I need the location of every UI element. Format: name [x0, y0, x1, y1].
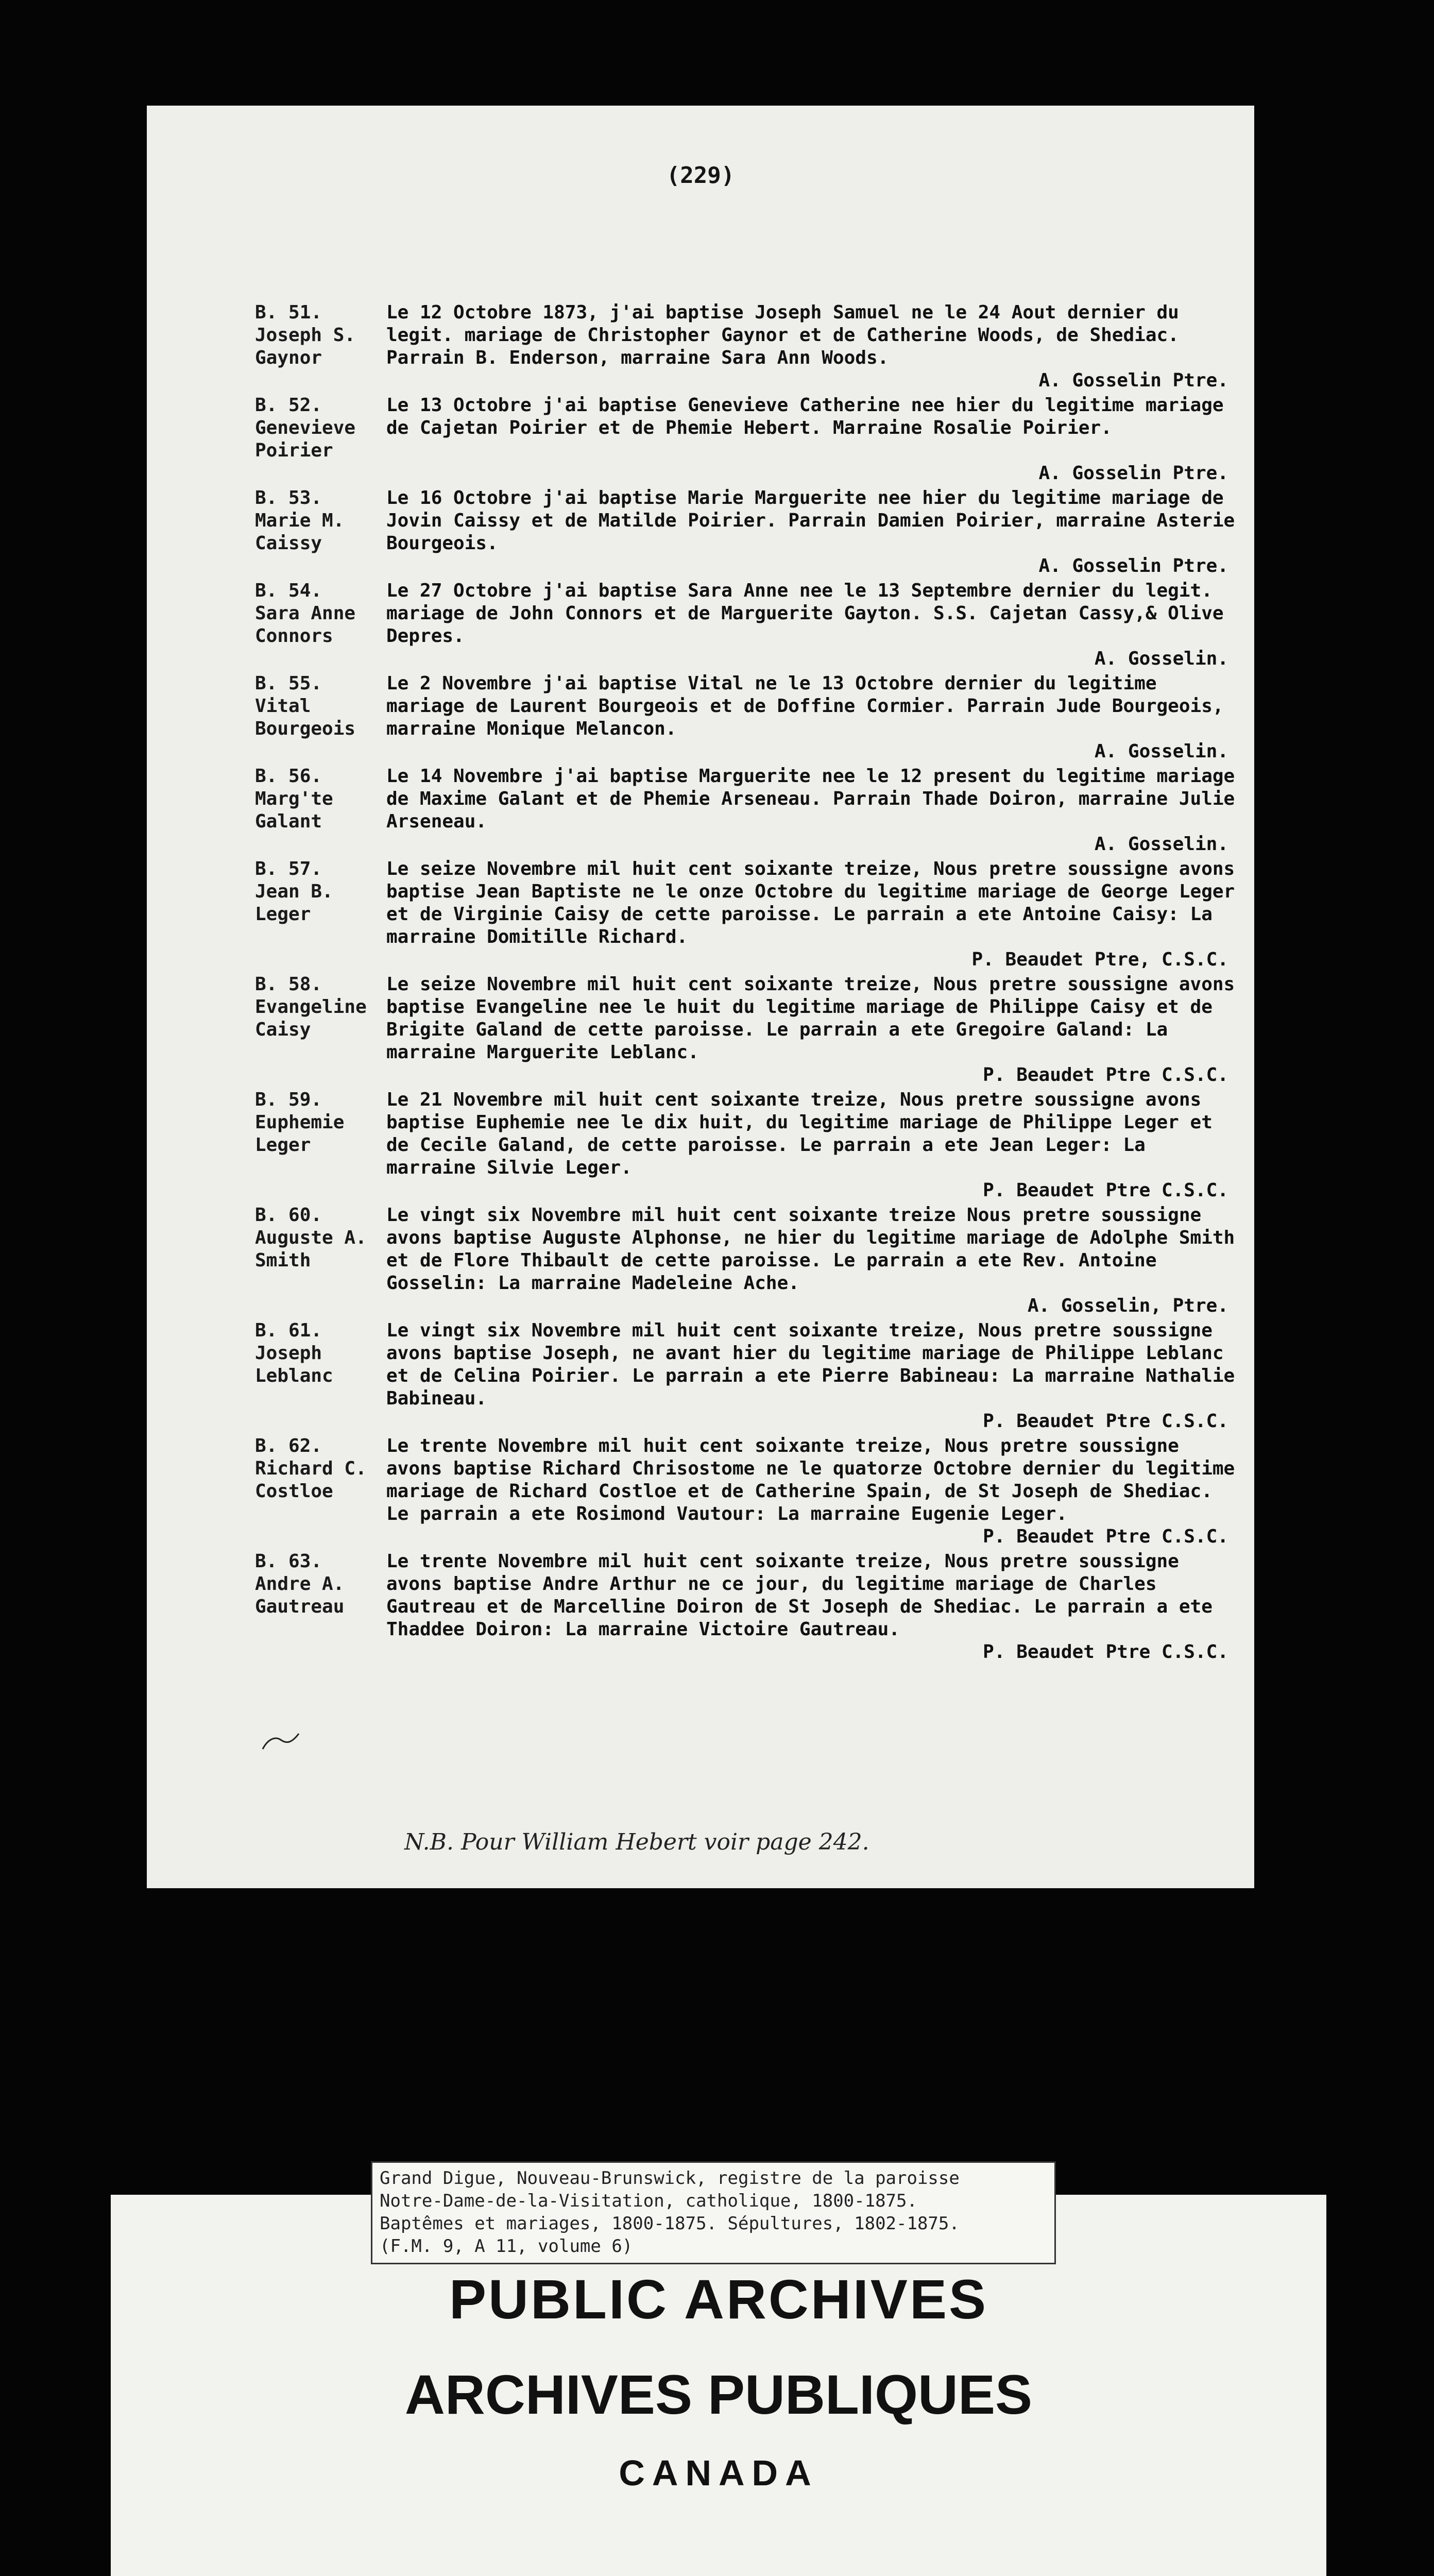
entry-text: Le 2 Novembre j'ai baptise Vital ne le 13 Octobre dernier du legitime mariage de Laurent Bourgeois et de Doffine Cormier. Parrain Jude Bourgeois, marraine Monique Melancon. [386, 673, 1224, 739]
entry-signature: A. Gosselin. [1094, 834, 1228, 855]
entry-signature: P. Beaudet Ptre C.S.C. [983, 1411, 1228, 1432]
entry-text: Le 12 Octobre 1873, j'ai baptise Joseph Samuel ne le 24 Aout dernier du legit. mariage de Christopher Gaynor et de Catherine Woods, de Shediac. Parrain B. Enderson, marraine Sara Ann Woods. [386, 302, 1179, 368]
entry-b57 [255, 858, 1244, 971]
entry-signature: P. Beaudet Ptre C.S.C. [983, 1641, 1228, 1663]
entry-label: B. 57. Jean B. Leger [255, 858, 333, 925]
entry-signature: A. Gosselin, Ptre. [1027, 1295, 1228, 1316]
entry-text: Le seize Novembre mil huit cent soixante treize, Nous pretre soussigne avons baptise Jean Baptiste ne le onze Octobre du legitime mariage de George Leger et de Virginie Caisy de cette paroisse. Le parrain a ete Antoine Caisy: La marraine Domitille Richard. [386, 858, 1235, 947]
entry-b51 [255, 301, 1244, 392]
entry-label: B. 53. Marie M. Caissy [255, 487, 345, 554]
entry-b52 [255, 394, 1244, 485]
entry-label: B. 54. Sara Anne Connors [255, 580, 356, 647]
entry-b58 [255, 973, 1244, 1087]
entry-b56 [255, 765, 1244, 856]
entry-text: Le 21 Novembre mil huit cent soixante treize, Nous pretre soussigne avons baptise Euphemie nee le dix huit, du legitime mariage de Philippe Leger et de Cecile Galand, de cette paroisse. Le parrain a ete Jean Leger: La marraine Silvie Leger. [386, 1089, 1213, 1178]
pen-mark-icon [260, 1728, 301, 1754]
entry-signature: A. Gosselin Ptre. [1038, 463, 1228, 484]
entry-label: B. 56. Marg'te Galant [255, 766, 333, 832]
entry-label: B. 61. Joseph Leblanc [255, 1320, 333, 1386]
canada-title: CANADA [619, 2453, 818, 2493]
entry-text: Le 27 Octobre j'ai baptise Sara Anne nee le 13 Septembre dernier du legit. mariage de John Connors et de Marguerite Gayton. S.S. Cajetan Cassy,& Olive Depres. [386, 580, 1224, 647]
entry-text: Le 13 Octobre j'ai baptise Genevieve Catherine nee hier du legitime mariage de Cajetan Poirier et de Phemie Hebert. Marraine Rosalie Poirier. [386, 395, 1224, 438]
entry-b53 [255, 487, 1244, 578]
entry-b55 [255, 672, 1244, 763]
entry-signature: P. Beaudet Ptre, C.S.C. [971, 949, 1228, 970]
entry-label: B. 59. Euphemie Leger [255, 1089, 345, 1156]
register-page [147, 106, 1254, 1888]
entry-b54 [255, 580, 1244, 670]
entry-label: B. 63. Andre A. Gautreau [255, 1551, 345, 1617]
entry-label: B. 55. Vital Bourgeois [255, 673, 356, 739]
entry-b60 [255, 1204, 1244, 1317]
entry-label: B. 52. Genevieve Poirier [255, 395, 356, 461]
entry-signature: P. Beaudet Ptre C.S.C. [983, 1180, 1228, 1201]
public-archives-title: PUBLIC ARCHIVES [449, 2268, 988, 2330]
entry-text: Le vingt six Novembre mil huit cent soixante treize Nous pretre soussigne avons baptise Auguste Alphonse, ne hier du legitime mariage de Adolphe Smith et de Flore Thibault de cette paroisse. Le parrain a ete Rev. Antoine Gosselin: La marraine Madeleine Ache. [386, 1205, 1235, 1294]
catalog-line: Grand Digue, Nouveau-Brunswick, registre de la paroisse [380, 2168, 960, 2189]
entry-text: Le trente Novembre mil huit cent soixante treize, Nous pretre soussigne avons baptise Richard Chrisostome ne le quatorze Octobre dernier du legitime mariage de Richard Costloe et de Catherine Spain, de St Joseph de Shediac. Le parrain a ete Rosimond Vautour: La marraine Eugenie Leger. [386, 1435, 1235, 1524]
entry-signature: A. Gosselin Ptre. [1038, 370, 1228, 391]
entry-label: B. 51. Joseph S. Gaynor [255, 302, 356, 368]
entry-text: Le seize Novembre mil huit cent soixante treize, Nous pretre soussigne avons baptise Evangeline nee le huit du legitime mariage de Philippe Caisy et de Brigite Galand de cette paroisse. Le parrain a ete Gregoire Galand: La marraine Marguerite Leblanc. [386, 974, 1235, 1063]
entry-signature: P. Beaudet Ptre C.S.C. [983, 1064, 1228, 1086]
entry-label: B. 60. Auguste A. Smith [255, 1205, 367, 1271]
entry-text: Le 14 Novembre j'ai baptise Marguerite nee le 12 present du legitime mariage de Maxime Galant et de Phemie Arseneau. Parrain Thade Doiron, marraine Julie Arseneau. [386, 766, 1235, 832]
entry-b63 [255, 1550, 1244, 1664]
entry-text: Le 16 Octobre j'ai baptise Marie Marguerite nee hier du legitime mariage de Jovin Caissy et de Matilde Poirier. Parrain Damien Poirier, marraine Asterie Bourgeois. [386, 487, 1235, 554]
entry-b59 [255, 1089, 1244, 1202]
catalog-line: Baptêmes et mariages, 1800-1875. Sépultures, 1802-1875. [380, 2213, 960, 2234]
entry-label: B. 62. Richard C. Costloe [255, 1435, 367, 1502]
entry-b61 [255, 1319, 1244, 1433]
baptism-entries [255, 301, 1244, 1666]
catalog-line: (F.M. 9, A 11, volume 6) [380, 2236, 633, 2257]
catalog-line: Notre-Dame-de-la-Visitation, catholique, 1800-1875. [380, 2191, 917, 2211]
entry-label: B. 58. Evangeline Caisy [255, 974, 367, 1040]
archives-publiques-title: ARCHIVES PUBLIQUES [404, 2363, 1033, 2426]
entry-signature: A. Gosselin Ptre. [1038, 555, 1228, 577]
entry-signature: A. Gosselin. [1094, 741, 1228, 762]
page-number: (229) [666, 162, 735, 189]
entry-text: Le trente Novembre mil huit cent soixante treize, Nous pretre soussigne avons baptise Andre Arthur ne ce jour, du legitime mariage de Charles Gautreau et de Marcelline Doiron de St Joseph de Shediac. Le parrain a ete Thaddee Doiron: La marraine Victoire Gautreau. [386, 1551, 1213, 1640]
entry-signature: A. Gosselin. [1094, 648, 1228, 669]
entry-signature: P. Beaudet Ptre C.S.C. [983, 1526, 1228, 1547]
entry-text: Le vingt six Novembre mil huit cent soixante treize, Nous pretre soussigne avons baptise Joseph, ne avant hier du legitime mariage de Philippe Leblanc et de Celina Poirier. Le parrain a ete Pierre Babineau: La marraine Nathalie Babineau. [386, 1320, 1235, 1409]
catalog-label [371, 2161, 1056, 2264]
entry-b62 [255, 1435, 1244, 1548]
handwritten-note: N.B. Pour William Hebert voir page 242. [404, 1829, 869, 1855]
